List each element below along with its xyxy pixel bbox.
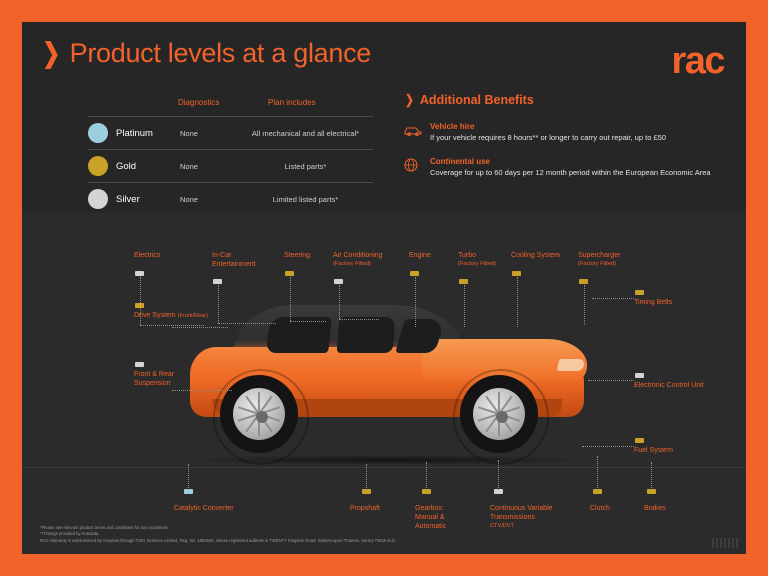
chevron-right-icon: ❯	[42, 38, 61, 68]
benefit-text: If your vehicle requires 8 hours** or longer to carry out repair, up to £50	[430, 133, 666, 142]
leader-line	[597, 456, 598, 490]
label-text: Drive System	[134, 312, 176, 319]
tag-fuel-system	[635, 438, 644, 443]
page-title-text: Product levels at a glance	[69, 38, 372, 68]
footer-line-2: **Timings provided by Autodata.	[40, 531, 100, 536]
label-propshaft	[350, 505, 380, 514]
poster-panel	[22, 22, 746, 554]
tier-color-dot	[88, 156, 108, 176]
leader-line	[426, 462, 427, 490]
label-text: Propshaft	[350, 505, 380, 512]
leader-line	[584, 285, 585, 325]
label-text: Air Conditioning	[333, 252, 383, 259]
label-text: Turbo	[458, 252, 477, 259]
tier-plan: Limited listed parts*	[272, 195, 339, 204]
label-text: In-Car Entertainment	[212, 252, 256, 268]
leader-line	[582, 446, 634, 447]
benefit-item-vehicle-hire	[404, 122, 724, 143]
footer-line-3: RAC Warranty is administered by Assurant through TWG Services Limited, Reg. No. 1883645, whose registered address is TWENTY Kingston Road, Staines-upon-Thames, Surrey TW18 4LG.	[40, 537, 397, 543]
tag-turbo	[459, 279, 468, 284]
table-row	[88, 116, 373, 149]
leader-line	[339, 319, 379, 320]
tag-supercharger	[579, 279, 588, 284]
leader-line	[498, 460, 499, 490]
leader-line	[218, 285, 219, 323]
label-engine	[409, 252, 431, 261]
label-text: Brakes	[644, 505, 666, 512]
headlight	[557, 359, 586, 371]
label-text: Timing Belts	[634, 299, 673, 306]
hub	[256, 411, 268, 423]
benefit-item-continental-use	[404, 157, 724, 178]
label-text: Cooling System	[511, 252, 561, 259]
tag-timing-belts	[635, 290, 644, 295]
label-text: Fuel System	[634, 447, 673, 454]
label-front-rear-suspension	[134, 371, 196, 389]
rim	[233, 388, 285, 440]
rim	[473, 388, 525, 440]
label-in-car-entertainment	[212, 252, 268, 270]
tier-color-dot	[88, 189, 108, 209]
label-text: Clutch	[590, 505, 610, 512]
leader-line	[290, 321, 326, 322]
label-text: Electrics	[134, 252, 161, 259]
car-component-diagram	[22, 212, 746, 554]
leader-line	[464, 285, 465, 327]
tier-color-dot	[88, 123, 108, 143]
table-header-row	[88, 94, 373, 116]
label-air-conditioning	[333, 252, 395, 268]
tier-diagnostics: None	[180, 129, 198, 138]
product-levels-table	[88, 94, 373, 216]
label-text: Supercharger	[578, 252, 621, 259]
label-catalytic-converter	[174, 505, 234, 514]
label-timing-belts	[634, 299, 672, 308]
tag-steering	[285, 271, 294, 276]
label-text: Catalytic Converter	[174, 505, 234, 512]
label-clutch	[590, 505, 610, 514]
tag-front-rear-suspension	[135, 362, 144, 367]
ground-line	[22, 467, 746, 468]
label-fuel-system	[634, 447, 673, 456]
additional-benefits	[404, 92, 724, 178]
label-text: Continuous Variable Transmissions	[490, 505, 553, 521]
label-turbo	[458, 252, 508, 268]
tag-cooling-system	[512, 271, 521, 276]
footer-disclaimer	[40, 522, 700, 545]
tag-drive-system	[135, 303, 144, 308]
benefit-title: Vehicle hire	[430, 122, 475, 131]
car-window-rear	[337, 317, 396, 353]
header	[22, 22, 746, 212]
leader-line	[218, 323, 276, 324]
table-row	[88, 182, 373, 216]
tier-name: Platinum	[116, 128, 153, 139]
label-subtext: (Factory Fitted)	[333, 260, 371, 267]
leader-line	[588, 380, 634, 381]
leader-line	[172, 327, 228, 328]
tag-in-car-entertainment	[213, 279, 222, 284]
label-cooling-system	[511, 252, 560, 261]
column-header-plan: Plan includes	[268, 98, 316, 107]
car-illustration	[172, 287, 602, 467]
tier-name: Gold	[116, 161, 137, 172]
leader-line	[651, 462, 652, 490]
leader-line	[140, 325, 204, 326]
leader-line	[592, 298, 634, 299]
label-subtext: (Factory Fitted)	[578, 260, 616, 267]
label-text: Gearbox: Manual & Automatic	[415, 505, 447, 530]
label-steering	[284, 252, 310, 261]
label-subtext: CTV/DVT	[490, 522, 514, 529]
car-shadow	[182, 455, 592, 465]
tier-diagnostics: None	[180, 195, 198, 204]
corner-mark	[712, 538, 738, 548]
additional-benefits-heading	[404, 92, 724, 108]
benefit-title: Continental use	[430, 157, 491, 167]
label-text: Electronic Control Unit	[634, 382, 704, 389]
label-brakes	[644, 505, 666, 514]
globe-icon	[404, 158, 422, 172]
label-drive-system	[134, 312, 214, 321]
benefit-text: Coverage for up to 60 days per 12 month period within the European Economic Area	[430, 168, 711, 178]
tag-air-conditioning	[334, 279, 343, 284]
wheel-rear	[220, 375, 298, 453]
tag-engine	[410, 271, 419, 276]
label-subtext: (Front/Rear)	[177, 313, 209, 319]
car-icon	[404, 123, 422, 137]
tier-diagnostics: None	[180, 162, 198, 171]
leader-line	[339, 285, 340, 319]
tag-electrics	[135, 271, 144, 276]
page-title	[40, 40, 371, 67]
tier-name: Silver	[116, 194, 140, 205]
label-text: Steering	[284, 252, 311, 259]
tier-plan: All mechanical and all electrical*	[251, 129, 360, 138]
chevron-right-icon: ❯	[405, 92, 414, 107]
hub	[496, 411, 508, 423]
tag-electronic-control-unit	[635, 373, 644, 378]
label-supercharger	[578, 252, 638, 268]
additional-benefits-heading-text: Additional Benefits	[419, 93, 534, 107]
table-row	[88, 149, 373, 182]
tier-plan: Listed parts*	[284, 162, 327, 171]
leader-line	[188, 464, 189, 490]
label-text: Front & Rear Suspension	[134, 371, 175, 387]
leader-line	[415, 277, 416, 327]
leader-line	[517, 277, 518, 327]
footer-line-1: *Please see relevant product terms and conditions for any exclusions.	[40, 524, 170, 530]
leader-line	[366, 464, 367, 490]
label-electronic-control-unit	[634, 382, 704, 391]
leader-line	[172, 390, 232, 391]
label-text: Engine	[409, 252, 431, 259]
label-electrics	[134, 252, 160, 261]
leader-line	[290, 277, 291, 321]
column-header-diagnostics: Diagnostics	[178, 98, 220, 107]
rac-logo: rac	[671, 40, 724, 82]
label-subtext: (Factory Fitted)	[458, 260, 496, 267]
wheel-front	[460, 375, 538, 453]
